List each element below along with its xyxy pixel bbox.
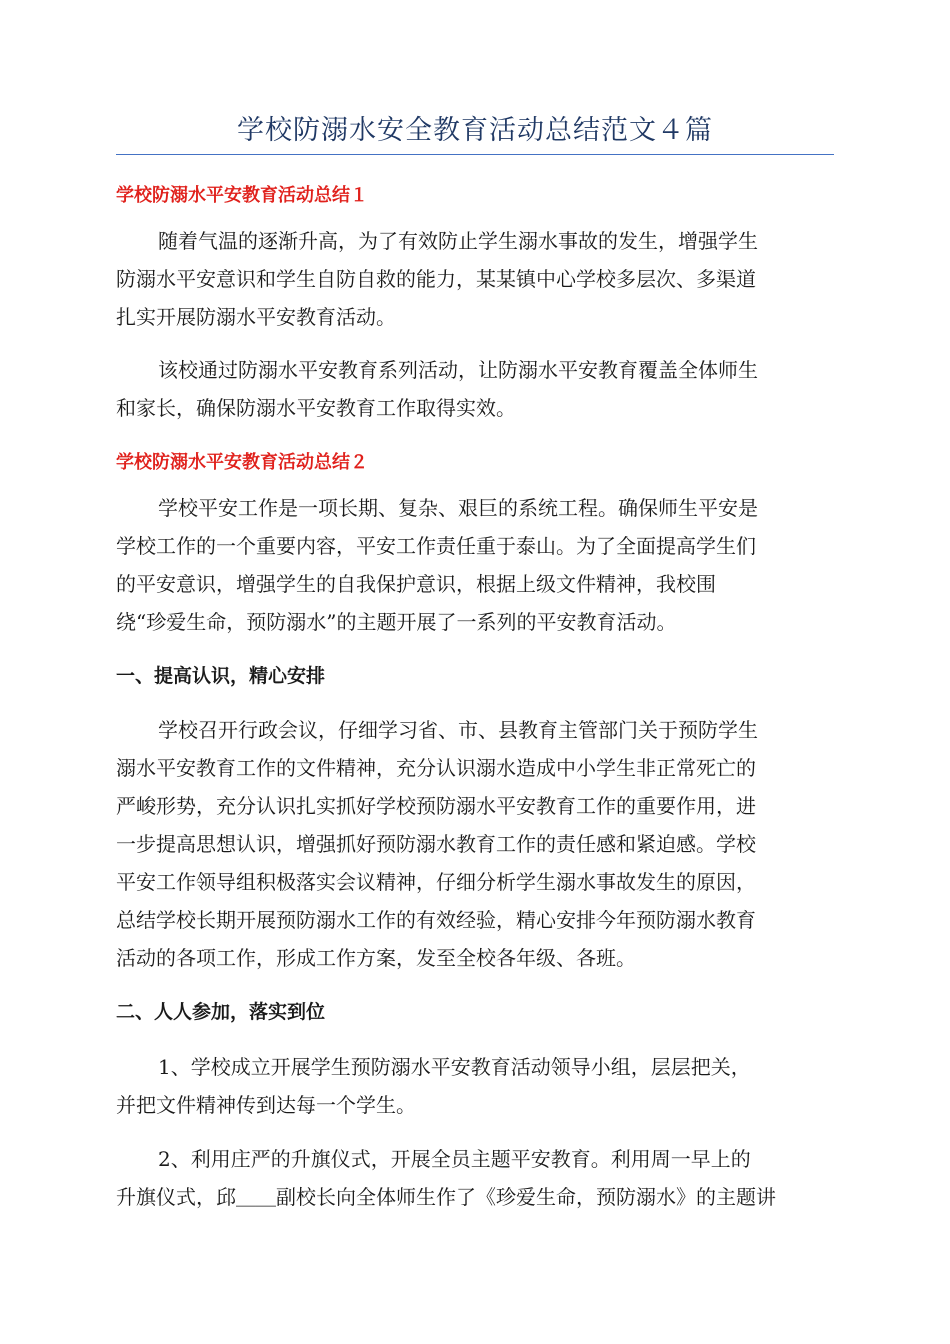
subsection2-item-2 [116,1140,834,1216]
paragraph-line: 扎实开展防溺水平安教育活动。 [116,305,396,329]
paragraph-line: 学校工作的一个重要内容，平安工作责任重于泰山。为了全面提高学生们 [116,534,756,558]
section-heading-1: 学校防溺水平安教育活动总结１ [116,185,368,206]
paragraph-line: 该校通过防溺水平安教育系列活动，让防溺水平安教育覆盖全体师生 [158,358,758,382]
paragraph-line: 平安工作领导组积极落实会议精神，仔细分析学生溺水事故发生的原因， [116,870,756,894]
paragraph-line: 的平安意识，增强学生的自我保护意识，根据上级文件精神，我校围 [116,572,716,596]
paragraph-line: 绕“珍爱生命，预防溺水”的主题开展了一系列的平安教育活动。 [116,610,677,634]
section-heading-2: 学校防溺水平安教育活动总结２ [116,452,368,473]
section1-paragraph-1 [116,222,834,336]
paragraph-line: 升旗仪式，邱＿＿副校长向全体师生作了《珍爱生命，预防溺水》的主题讲 [116,1185,776,1209]
section1-paragraph-2 [116,351,834,427]
paragraph-line: 溺水平安教育工作的文件精神，充分认识溺水造成中小学生非正常死亡的 [116,756,756,780]
paragraph-line: 随着气温的逐渐升高，为了有效防止学生溺水事故的发生，增强学生 [158,229,758,253]
paragraph-line: 学校平安工作是一项长期、复杂、艰巨的系统工程。确保师生平安是 [158,496,758,520]
paragraph-line: 1、学校成立开展学生预防溺水平安教育活动领导小组，层层把关， [158,1055,751,1079]
paragraph-line: 防溺水平安意识和学生自防自救的能力，某某镇中心学校多层次、多渠道 [116,267,756,291]
document-title: 学校防溺水安全教育活动总结范文４篇 [237,115,713,146]
paragraph-line: 和家长，确保防溺水平安教育工作取得实效。 [116,396,516,420]
subsection1-paragraph [116,711,834,977]
subsection2-item-1 [116,1048,834,1124]
section2-paragraph-1 [116,489,834,641]
paragraph-line: 严峻形势，充分认识扎实抓好学校预防溺水平安教育工作的重要作用，进 [116,794,756,818]
subheading-2: 二、人人参加，落实到位 [116,1001,326,1023]
title-underline [116,154,834,155]
subheading-1: 一、提高认识，精心安排 [116,665,326,687]
paragraph-line: 学校召开行政会议，仔细学习省、市、县教育主管部门关于预防学生 [158,718,758,742]
paragraph-line: 并把文件精神传到达每一个学生。 [116,1093,416,1117]
paragraph-line: 活动的各项工作，形成工作方案，发至全校各年级、各班。 [116,946,636,970]
paragraph-line: 总结学校长期开展预防溺水工作的有效经验，精心安排今年预防溺水教育 [116,908,756,932]
paragraph-line: 一步提高思想认识，增强抓好预防溺水教育工作的责任感和紧迫感。学校 [116,832,756,856]
paragraph-line: 2、利用庄严的升旗仪式，开展全员主题平安教育。利用周一早上的 [158,1147,751,1171]
